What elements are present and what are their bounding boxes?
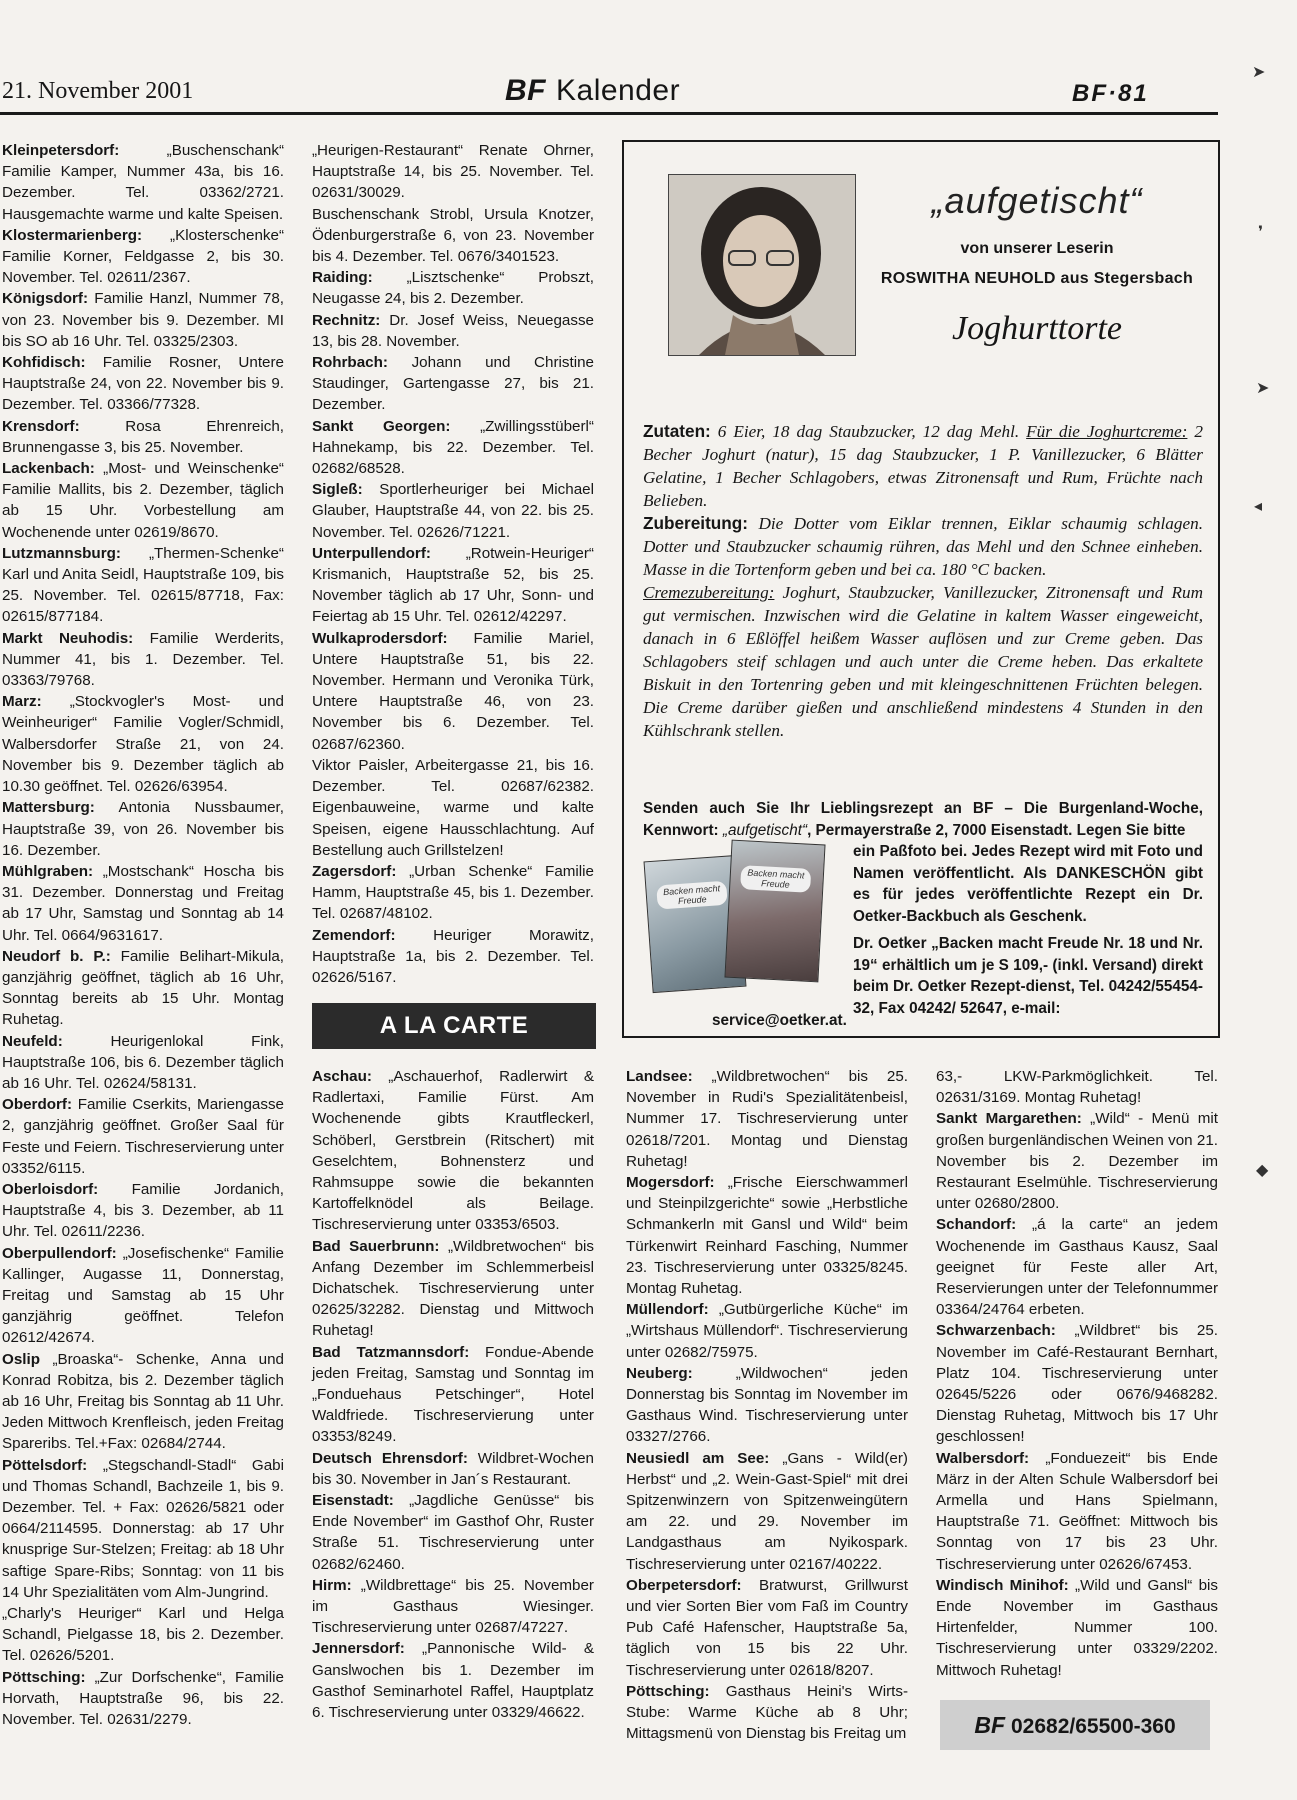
phone-box [940,1700,1210,1750]
listing-entry [2,458,284,543]
listing-entry [2,1603,284,1667]
listing-place: Rechnitz: [312,311,381,329]
listing-place: Müllendorf: [626,1301,709,1319]
listing-entry [312,1638,594,1723]
listing-place: Oberpetersdorf: [626,1576,742,1594]
scan-mark-icon: ◂ [1254,498,1263,515]
listing-place: Markt Neuhodis: [2,629,134,647]
cream-paragraph: Cremezubereitung: Joghurt, Staubzucker, Vanillezucker, Zitronensaft und Rum gut vermischen. Inzwischen wird die Gelatine in kaltem Wasser eingeweicht, danach in 6 Eßlöffel heißem Wasser auflösen und zur Creme geben. Das Schlagobers steif schlagen und auch unter die Creme heben. Das erkaltete Biskuit in den Tortenring geben und mit kleingeschnittenen Früchten belegen. Die Creme darüber gießen und anschließend mindestens 4 Stunden in den Kühlschrank stellen. [643,583,1203,740]
bf-logo-small: BF [974,1712,1005,1738]
listing-entry [626,1681,908,1745]
listing-entry [312,1490,594,1575]
listing-entry [312,267,594,309]
listing-place: Zemendorf: [312,926,396,944]
listing-text: „Broaska“- Schenke, Anna und Konrad Robitza, bis 2. Dezember täglich ab 16 Uhr, Freitag bis Sonntag ab 11 Uhr. Jeden Mittwoch Krenfleisch, jeden Freitag Spareribs. Tel.+Fax: 02684/2744. [2,1350,284,1453]
listing-text: „Wildbretwochen“ bis 25. November in Rudi's Spezialitätenbeisl, Nummer 17. Tischreservierung unter 02618/7201. Montag und Dienstag Ruhetag! [626,1068,908,1170]
listing-entry [626,1363,908,1448]
listing-place: Wulkaprodersdorf: [312,629,448,647]
section-name: Kalender [556,74,681,107]
listing-text: „Wild“ - Menü mit großen burgenländischen Weinen von 21. November bis 2. Dezember im Restaurant Eselmühle. Tischreservierung unter 02680/2800. [936,1110,1218,1213]
listing-text: Familie Rosner, Untere Hauptstraße 24, von 22. November bis 9. Dezember. Tel. 03366/77328. [2,354,284,414]
column-1 [2,140,284,1730]
recipe-subtitle: von unserer Leserin [960,240,1114,257]
listing-text: „Stegschandl-Stadl“ Gabi und Thomas Schandl, Bachzeile 1, bis 9. Dezember. Tel. + Fax: 02626/5821 oder 0664/2114595. Donnerstag: ab 17 Uhr knusprige Sur-Stelzen; Freitag: ab 18 Uhr saftige Spare-Ribs; Sonntag: von 11 bis 14 Uhr Spezialitäten vom Alm-Jungrind. [2,1456,284,1601]
listing-place: Klostermarienberg: [2,226,143,244]
listing-text: Familie Mariel, Untere Hauptstraße 51, bis 22. November. Hermann und Veronika Türk, Untere Hauptstraße 46, von 23. November bis 6. Dezember. Tel. 02687/62360. [312,629,594,753]
listing-place: Neufeld: [2,1032,63,1050]
listing-place: Lackenbach: [2,460,95,478]
page-number: BF·81 [1072,80,1149,107]
listing-entry [2,797,284,861]
column-2 [312,140,594,988]
listing-entry [936,1214,1218,1320]
listing-place: Bad Sauerbrunn: [312,1237,440,1255]
listing-text: „Wildbretwochen“ bis Anfang Dezember im Schlemmerbeisl Dichatschek. Tischreservierung unter 02625/32282. Dienstag und Mittwoch Ruhetag! [312,1237,594,1340]
listing-entry [2,543,284,628]
listing-place: Pöttsching: [2,1668,86,1686]
listing-place: Landsee: [626,1068,693,1085]
listing-text: „Klosterschenke“ Familie Korner, Feldgasse 2, bis 30. November. Tel. 02611/2367. [2,226,284,287]
listing-entry [2,1031,284,1095]
listing-place: Jennersdorf: [312,1640,405,1658]
listing-text: „Fonduezeit“ bis Ende März in der Alten Schule Walbersdorf bei Armella und Hans Spielmann, Hauptstraße 71. Geöffnet: Mittwoch bis Sonntag von 17 bis 23 Uhr. Tischreservierung unter 02626/67453. [936,1449,1218,1573]
listing-entry [312,861,594,925]
listing-entry [312,416,594,480]
column-4 [936,1066,1218,1681]
listing-place: Mattersburg: [2,799,95,817]
scan-mark-icon: ➤ [1256,380,1270,397]
listing-entry [312,755,594,861]
issue-date: 21. November 2001 [2,78,194,104]
listing-text: „Lisztschenke“ Probszt, Neugasse 24, bis 2. Dezember. [312,269,594,308]
listing-text: „Jagdliche Genüsse“ bis Ende November“ im Gasthof Ohr, Ruster Straße 51. Tischreservierung unter 02682/62460. [312,1492,594,1573]
listing-text: „Zur Dorfschenke“, Familie Horvath, Hauptstraße 96, bis 22. November. Tel. 02631/2279. [2,1668,284,1729]
listing-place: Sankt Georgen: [312,417,451,435]
listing-place: Königsdorf: [2,290,89,308]
listing-text: „Mostschank“ Hoscha bis 31. Dezember. Donnerstag und Freitag ab 17 Uhr, Samstag und Sonntag ab 14 Uhr. Tel. 0664/9631617. [2,862,284,944]
preparation-paragraph: Zubereitung: Die Dotter vom Eiklar trennen, Eiklar schaumig schlagen. Dotter und Staubzucker schaumig rühren, das Mehl und den Schnee einheben. Masse in die Tortenform geben und bei ca. 180 °C backen. [643,513,1203,579]
listing-entry [312,140,594,204]
listing-text: „Buschenschank“ Familie Kamper, Nummer 43a, bis 16. Dezember. Tel. 03362/2721. Hausgemachte warme und kalte Speisen. [2,142,284,223]
listing-entry [2,225,284,289]
listing-entry [626,1066,908,1172]
listing-text: „Stockvogler's Most- und Weinheuriger“ Familie Vogler/Schmidl, Walbersdorfer Straße 21, von 24. November bis 9. Dezember täglich ab 10.30 geöffnet. Tel. 02626/63954. [2,693,284,796]
listing-entry [936,1448,1218,1575]
listing-text: Familie Cserkits, Mariengasse 2, ganzjährig geöffnet. Großer Saal für Feste und Feiern. Tischreservierung unter 03352/6115. [2,1096,284,1177]
listing-entry [2,1243,284,1349]
listing-place: Kleinpetersdorf: [2,142,120,159]
listing-text: Heurigenlokal Fink, Hauptstraße 106, bis 6. Dezember täglich ab 16 Uhr. Tel. 02624/58131. [2,1032,284,1092]
listing-entry [626,1448,908,1575]
listing-entry [2,1349,284,1455]
listing-text: Antonia Nussbaumer, Hauptstraße 39, von 26. November bis 16. Dezember. [2,799,284,859]
listing-entry [312,1575,594,1639]
listing-place: Bad Tatzmannsdorf: [312,1343,470,1361]
listing-text: „Most- und Weinschenke“ Familie Mallits, bis 2. Dezember, täglich ab 15 Uhr. Vorbestellung am Wochenende unter 02619/8670. [2,460,284,541]
recipe-text [643,420,1203,742]
listing-text: „Aschauerhof, Radlerwirt & Radlertaxi, Familie Fürst. Am Wochenende gibts Krautfleckerl, Schöberl, Gerstbrein (Ritschert) mit Geselchtem, Bohnensterz und Rahmsuppe sowie die bekannten Kartoffelknödel als Beilage. Tischreservierung unter 03353/6503. [312,1068,594,1234]
listing-entry [312,1066,594,1236]
ingredients-paragraph: Zutaten: 6 Eier, 18 dag Staubzucker, 12 dag Mehl. Für die Joghurtcreme: 2 Becher Joghurt (natur), 15 dag Staubzucker, 1 P. Vanillezucker, 6 Blätter Gelatine, 1 Becher Schlagobers, etwas Zitronensaft und Rum, Früchte nach Belieben. [643,421,1203,510]
a-la-carte-banner: A LA CARTE [312,1003,596,1049]
listing-text: „Urban Schenke“ Familie Hamm, Hauptstraße 45, bis 1. Dezember. Tel. 02687/48102. [312,862,594,923]
listing-entry [312,1342,594,1448]
listing-entry [936,1320,1218,1447]
recipe-series-title: „aufgetischt“ [931,180,1143,221]
portrait-image [669,175,855,355]
listing-place: Marz: [2,693,42,711]
listing-place: Eisenstadt: [312,1492,394,1510]
cookbook-image-1: Backen macht Freude [644,855,747,993]
listing-entry [2,691,284,797]
scan-mark-icon: ➤ [1252,64,1266,81]
listing-text: „Wildbrettage“ bis 25. November im Gasthaus Wiesinger. Tischreservierung unter 02687/47227. [312,1576,594,1637]
listing-text: „Frische Eierschwammerl und Steinpilzgerichte“ sowie „Herbstliche Schmankerln mit Gansl und Wild“ beim Türkenwirt Reinhard Fasching, Nummer 23. Tischreservierung unter 03325/8245. Montag Ruhetag. [626,1174,908,1298]
listing-text: „Wildwochen“ jeden Donnerstag bis Sonntag im November im Gasthaus Wind. Tischreservierung unter 03327/2766. [626,1364,908,1446]
scan-mark-icon: ❜ [1258,224,1264,241]
cookbook-image-2: Backen macht Freude [724,840,825,983]
listing-text: Buschenschank Strobl, Ursula Knotzer, Ödenburgerstraße 6, von 23. November bis 4. Dezember. Tel. 0676/3401523. [312,205,594,266]
listing-place: Unterpullendorf: [312,544,431,562]
listing-text: „Josefischenke“ Familie Kallinger, Augasse 11, Donnerstag, Freitag und Samstag ab 15 Uhr ganzjährig geöffnet. Telefon 02612/42674. [2,1244,284,1347]
listing-place: Deutsch Ehrensdorf: [312,1449,468,1467]
listing-entry [2,1179,284,1243]
listing-place: Neuberg: [626,1364,693,1382]
listing-place: Oslip [2,1350,40,1368]
listing-place: Oberloisdorf: [2,1180,99,1198]
author-photo [668,174,856,356]
listing-entry [2,1455,284,1603]
listing-entry [2,861,284,946]
listing-text: Sportlerheuriger bei Michael Glauber, Hauptstraße 44, von 22. bis 25. November. Tel. 02626/71221. [312,481,594,541]
submission-info: Senden auch Sie Ihr Lieblingsrezept an BF – Die Burgenland-Woche, Kennwort: „aufgetischt“, Permayerstraße 2, 7000 Eisenstadt. Legen Sie bitte ein Paßfoto bei. Jedes Rezept wird mit Foto und Namen veröffentlicht. Als DANKESCHÖN gibt es für jedes veröffentlichte Rezept ein Dr. Oetker-Backbuch als Geschenk. Dr. Oetker „Backen macht Freude Nr. 18 und Nr. 19“ erhältlich um je S 109,- (inkl. Versand) direkt beim Dr. Oetker Rezept-dienst, Tel. 04242/55454-32, Fax 04242/ 52647, e-mail: [643,800,1203,1017]
listing-place: Oberpullendorf: [2,1244,117,1262]
listing-text: „á la carte“ an jedem Wochenende im Gasthaus Kausz, Saal geeignet für Feste aller Art, Reservierungen unter der Telefonnummer 03364/24764 erbeten. [936,1216,1218,1319]
listing-text: „Gans - Wild(er) Herbst“ und „2. Wein-Gast-Spiel“ mit drei Spitzenwinzern von Spitzenweingütern am 22. und 29. November im Landgasthaus am Nyikospark. Tischreservierung unter 02167/40222. [626,1449,908,1573]
column-3 [626,1066,908,1745]
section-title [505,74,680,108]
listing-entry [2,1667,284,1731]
listing-place: Mühlgraben: [2,862,94,880]
listing-place: Kohfidisch: [2,354,86,372]
listing-text: Gasthaus Heini's Wirts-Stube: Warme Küche ab 8 Uhr; Mittagsmenü von Dienstag bis Freitag um [626,1682,908,1743]
listing-entry [2,140,284,225]
recipe-box [622,140,1220,1038]
listing-text: „Charly's Heuriger“ Karl und Helga Schandl, Pielgasse 18, bis 2. Dezember. Tel. 02626/5201. [2,1605,284,1665]
listing-text: Familie Hanzl, Nummer 78, von 23. November bis 9. Dezember. MI bis SO ab 16 Uhr. Tel. 03325/2303. [2,290,284,350]
scan-mark-icon: ◆ [1256,1162,1269,1179]
listing-entry [312,479,594,543]
listing-place: Schwarzenbach: [936,1322,1056,1340]
listing-entry [626,1575,908,1681]
listing-place: Pöttelsdorf: [2,1456,88,1474]
listing-text: Dr. Josef Weiss, Neuegasse 13, bis 28. November. [312,311,594,350]
listing-text: Familie Werderits, Nummer 41, bis 1. Dezember. Tel. 03363/79768. [2,629,284,690]
listing-entry [936,1108,1218,1214]
listing-text: „Rotwein-Heuriger“ Krismanich, Hauptstraße 52, bis 25. November täglich ab 17 Uhr, Sonn- und Feiertag ab 15 Uhr. Tel. 02612/42297. [312,544,594,626]
listing-text: „Wildbret“ bis 25. November im Café-Restaurant Bernhart, Platz 104. Tischreservierung unter 02645/5226 oder 0676/9468282. Dienstag Ruhetag, Mittwoch bis 17 Uhr geschlossen! [936,1322,1218,1446]
listing-text: „Thermen-Schenke“ Karl und Anita Seidl, Hauptstraße 109, bis 25. November. Tel. 02615/87718, Fax: 02615/877184. [2,544,284,626]
listing-place: Zagersdorf: [312,862,397,880]
listing-text: 63,- LKW-Parkmöglichkeit. Tel. 02631/3169. Montag Ruhetag! [936,1068,1218,1107]
listing-place: Neusiedl am See: [626,1449,770,1467]
listing-entry [626,1299,908,1363]
listing-entry [312,925,594,989]
listing-entry [312,204,594,268]
listing-text: „Pannonische Wild- & Ganslwochen bis 1. Dezember im Gasthof Seminarhotel Raffel, Hauptplatz 6. Tischreservierung unter 03329/46622. [312,1640,594,1722]
listing-text: „Heurigen-Restaurant“ Renate Ohrner, Hauptstraße 14, bis 25. November. Tel. 02631/30029. [312,142,594,202]
listing-entry [312,352,594,416]
listing-text: Familie Jordanich, Hauptstraße 4, bis 3. Dezember, ab 11 Uhr. Tel. 02611/2236. [2,1180,284,1241]
listing-place: Lutzmannsburg: [2,544,121,562]
listing-entry [2,416,284,458]
listing-place: Schandorf: [936,1216,1017,1234]
listing-place: Sankt Margarethen: [936,1110,1082,1128]
listing-place: Oberdorf: [2,1096,73,1114]
listing-place: Rohrbach: [312,354,388,372]
phone-number: 02682/65500-360 [1011,1715,1176,1738]
listing-entry [2,1094,284,1179]
recipe-dish-name: Joghurttorte [952,310,1122,347]
listing-place: Krensdorf: [2,417,80,435]
listing-entry [936,1066,1218,1108]
listing-text: Johann und Christine Staudinger, Gartengasse 27, bis 21. Dezember. [312,354,594,414]
listing-text: „Gutbürgerliche Küche“ im „Wirtshaus Müllendorf“. Tischreservierung unter 02682/75975. [626,1301,908,1361]
bf-logo: BF [505,74,546,107]
listing-entry [2,946,284,1031]
listing-entry [2,628,284,692]
listing-text: Fondue-Abende jeden Freitag, Samstag und Sonntag im „Fonduehaus Petschinger“, Hotel Waldfriede. Tischreservierung unter 03353/8249. [312,1343,594,1446]
listing-entry [626,1172,908,1299]
listing-text: „Wild und Gansl“ bis Ende November im Gasthaus Hirtenfelder, Nummer 100. Tischreservierung unter 03329/2202. Mittwoch Ruhetag! [936,1576,1219,1679]
listing-place: Hirm: [312,1576,352,1594]
listing-entry [312,310,594,352]
listing-place: Walbersdorf: [936,1449,1030,1467]
listing-text: Familie Belihart-Mikula, ganzjährig geöffnet, täglich ab 16 Uhr, Sonntag bereits ab 15 Uhr. Montag Ruhetag. [2,947,284,1029]
header-rule [0,112,1218,115]
listing-entry [312,543,594,628]
listing-place: Aschau: [312,1068,372,1085]
listing-place: Mogersdorf: [626,1174,715,1192]
column-2-alacarte [312,1066,594,1723]
listing-entry [2,288,284,352]
email-address[interactable]: service@oetker.at. [712,1012,847,1029]
listing-place: Raiding: [312,269,373,287]
recipe-author: ROSWITHA NEUHOLD aus Stegersbach [880,270,1194,287]
listing-entry [312,1448,594,1490]
listing-entry [2,352,284,416]
listing-place: Pöttsching: [626,1682,710,1700]
listing-text: Bratwurst, Grillwurst und vier Sorten Bier vom Faß im Country Pub Café Hafenscher, Hauptstraße 5a, täglich von 15 bis 22 Uhr. Tischreservierung unter 02618/8207. [626,1576,908,1679]
listing-entry [312,1236,594,1342]
listing-text: Wildbret-Wochen bis 30. November in Jan´s Restaurant. [312,1449,594,1488]
listing-place: Sigleß: [312,481,363,499]
listing-text: Rosa Ehrenreich, Brunnengasse 3, bis 25. November. [2,417,284,456]
listing-text: „Zwillingsstüberl“ Hahnekamp, bis 22. Dezember. Tel. 02682/68528. [312,417,594,478]
listing-place: Windisch Minihof: [936,1576,1069,1594]
listing-place: Neudorf b. P.: [2,947,111,965]
listing-entry [936,1575,1218,1681]
listing-text: Heuriger Morawitz, Hauptstraße 1a, bis 2. Dezember. Tel. 02626/5167. [312,926,594,986]
listing-entry [312,628,594,755]
listing-text: Viktor Paisler, Arbeitergasse 21, bis 16. Dezember. Tel. 02687/62382. Eigenbauweine, warme und kalte Speisen, eigene Hausschlachtung. Auf Bestellung auch Grillstelzen! [312,756,594,859]
